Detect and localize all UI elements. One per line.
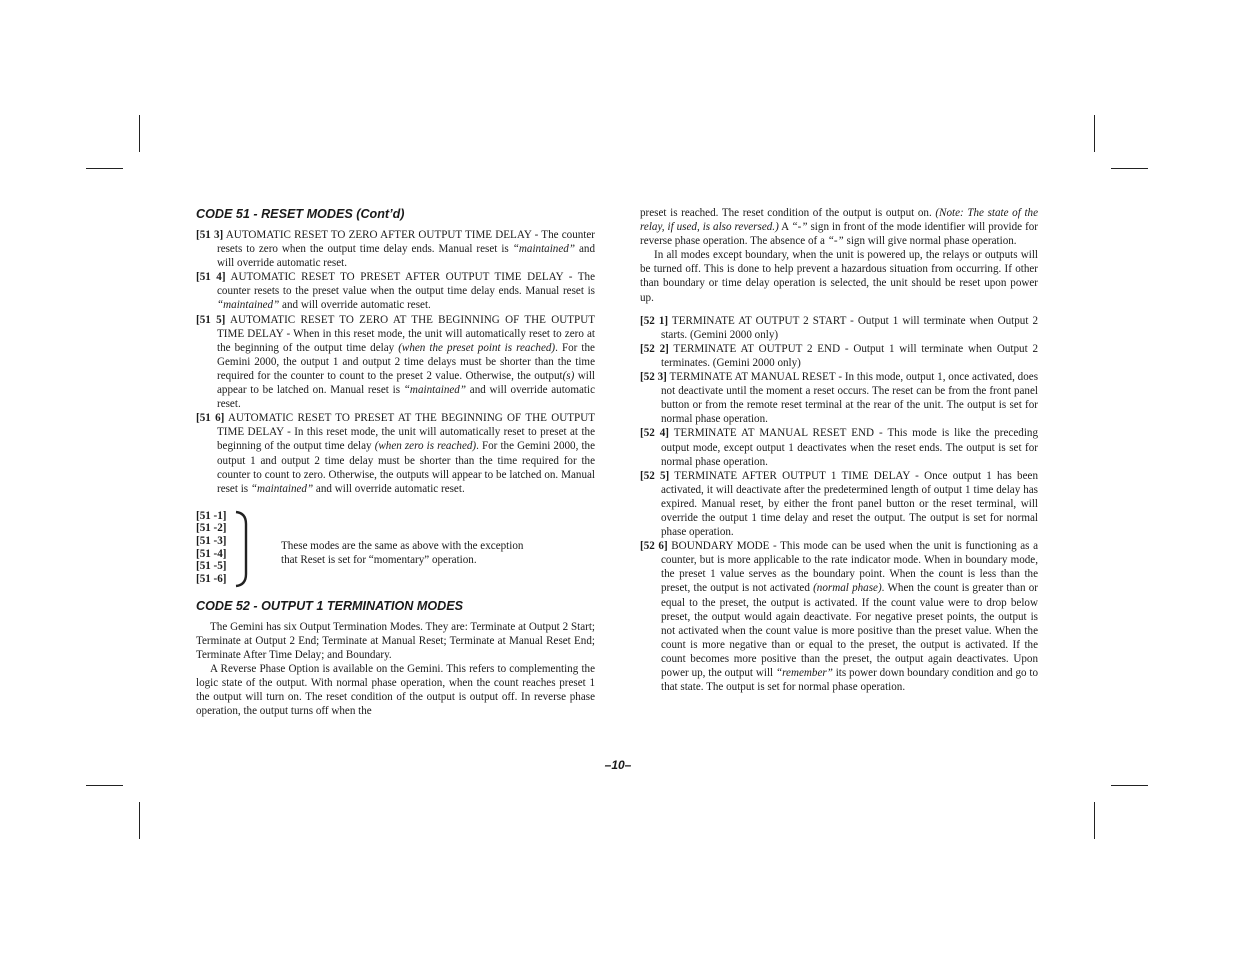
text-run: AUTOMATIC RESET TO ZERO AT THE BEGINNING OF THE OUTPUT TIME DELAY - When in this reset mode, the unit will automatically reset to zero at the beginning of the output time delay (217, 313, 595, 354)
text-run: AUTOMATIC RESET TO PRESET AFTER OUTPUT TIME DELAY - The counter resets to the preset value when the output time delay ends. Manual reset is (217, 271, 595, 298)
code52-entry-5 (640, 469, 1038, 539)
mode-code: [51 4] (196, 271, 226, 284)
text-run: and will override automatic reset. (217, 384, 595, 411)
left-column (196, 206, 595, 718)
text-run: its power down boundary condition and go to that state. The output is set for normal phase operation. (661, 667, 1039, 694)
text-run: and will override automatic reset. (313, 482, 465, 495)
text-run: TERMINATE AT MANUAL RESET - In this mode, output 1, once activated, does not deactivate until the moment a reset occurs. The reset can be from the front panel button or from the remote reset terminal at the rear of the unit. The output is set for normal phase operation. (661, 371, 1039, 426)
momentary-code: [51 -3] (196, 534, 227, 547)
code51-entry-4 (196, 270, 595, 312)
momentary-note-line: that Reset is set for “momentary” operation. (281, 553, 477, 566)
text-run: A (778, 221, 792, 234)
crop-mark-top-right-vertical (1094, 115, 1095, 152)
crop-mark-bottom-right-vertical (1094, 802, 1095, 839)
code52-entry-6 (640, 539, 1038, 694)
crop-mark-bottom-left-vertical (139, 802, 140, 839)
text-run: preset is reached. The reset condition of the output is output on. (640, 207, 936, 219)
momentary-code: [51 -2] (196, 522, 227, 535)
italic-text: “maintained” (403, 384, 467, 397)
power-up-paragraph: In all modes except boundary, when the unit is powered up, the relays or outputs will be turned off. This is done to help prevent a hazardous situation from occurring. If other than boundary or time delay operation is selected, the unit should be reset upon power up. (640, 249, 1038, 304)
text-run: BOUNDARY MODE - This mode can be used when the unit is functioning as a counter, but is more applicable to the rate indicator mode. When in boundary mode, the preset 1 value serves as the boundary point. When the count is less than the preset, the output is not activated (661, 540, 1039, 595)
code52-entry-1 (640, 314, 1038, 342)
text-run: AUTOMATIC RESET TO ZERO AFTER OUTPUT TIME DELAY - The counter resets to zero when the output time delay ends. Manual reset is (217, 229, 595, 256)
code51-entry-3 (196, 228, 595, 270)
text-run: will appear to be latched on. Manual reset is (217, 369, 595, 397)
code51-heading: CODE 51 - RESET MODES (Cont’d) (196, 207, 405, 221)
mode-code: [52 3] (640, 371, 667, 384)
text-run: sign will give normal phase operation. (843, 235, 1017, 248)
italic-text: “maintained” (217, 299, 280, 312)
italic-text: (when zero is reached) (374, 440, 477, 453)
crop-mark-top-left-horizontal (86, 168, 123, 169)
momentary-note (281, 539, 523, 567)
reverse-phase-paragraph: A Reverse Phase Option is available on the Gemini. This refers to complementing the logic state of the output. With normal phase operation, when the count reaches preset 1 the output will turn on. The reset condition of the output is output off. In reverse phase operation, the output turns off when the (196, 663, 595, 718)
text-run: TERMINATE AFTER OUTPUT 1 TIME DELAY - Once output 1 has been activated, it will deactivate after the predetermined length of output 1 time delay has expired. Manual reset, by either the front panel button or the reset terminal, will override the output 1 time delay and reset the output. The output is set for normal phase operation. (661, 469, 1038, 539)
code52-entry-2 (640, 342, 1038, 370)
crop-mark-bottom-left-horizontal (86, 785, 123, 786)
text-run: . For the Gemini 2000, the output 1 and output 2 time delay must be shorter than the time required for the counter to count to zero. Otherwise, the outputs will appear to be latched on. Manual reset is (217, 440, 595, 495)
momentary-modes-block (196, 510, 595, 588)
mode-code: [52 5] (640, 469, 670, 482)
crop-mark-top-left-vertical (139, 115, 140, 152)
italic-text: “-” (827, 235, 844, 248)
momentary-code: [51 -6] (196, 572, 227, 585)
code52-entry-4 (640, 426, 1038, 468)
spacer (640, 305, 1038, 314)
italic-text: (s) (562, 369, 575, 382)
mode-code: [51 6] (196, 412, 225, 425)
right-brace-bracket (232, 510, 252, 588)
italic-text: “maintained” (512, 243, 575, 256)
reverse-phase-continued-paragraph (640, 206, 1038, 248)
text-run: TERMINATE AT MANUAL RESET END - This mode is like the preceding output mode, except output 1 deactivates when the reset ends. The output is set for normal phase operation. (661, 427, 1038, 468)
italic-text: (when the preset point is reached) (398, 341, 556, 354)
text-run: . When the count is greater than or equal to the preset, the output is activated. If the count value were to drop below preset, the output would again deactivate. For negative preset points, the output is not activated when the count value is more positive than the preset value. When the count is more negative than or equal to the preset, the output is activated. If the count becomes more positive than the preset, the output again deactivates. Upon power up, the output will (661, 582, 1038, 679)
code52-intro-paragraph: The Gemini has six Output Termination Modes. They are: Terminate at Output 2 Start; Terminate at Output 2 End; Terminate at Manual Reset; Terminate at Manual Reset End; Terminate After Time Delay; and Boundary. (196, 620, 595, 661)
mode-code: [52 1] (640, 314, 669, 327)
momentary-code: [51 -4] (196, 547, 227, 560)
code51-entry-5 (196, 313, 595, 412)
text-run: TERMINATE AT OUTPUT 2 START - Output 1 will terminate when Output 2 starts. (Gemini 2000 only) (661, 314, 1039, 341)
crop-mark-bottom-right-horizontal (1111, 785, 1148, 786)
italic-text: “remember” (775, 667, 833, 679)
mode-code: [51 3] (196, 229, 224, 241)
italic-text: (normal phase) (813, 582, 882, 595)
momentary-code: [51 -1] (196, 509, 227, 522)
italic-text: “-” (791, 221, 808, 234)
text-run: AUTOMATIC RESET TO PRESET AT THE BEGINNING OF THE OUTPUT TIME DELAY - In this reset mode, the unit will automatically reset to preset at the beginning of the output time delay (217, 412, 595, 453)
code52-entries (640, 314, 1038, 695)
page-number: –10– (604, 758, 632, 772)
crop-mark-top-right-horizontal (1111, 168, 1148, 169)
italic-text: “maintained” (250, 482, 314, 495)
text-run: and will override automatic reset. (279, 299, 431, 312)
mode-code: [52 2] (640, 342, 669, 355)
right-column (640, 206, 1038, 694)
momentary-note-line: These modes are the same as above with the exception (281, 539, 524, 552)
text-run: sign in front of the mode identifier will provide for reverse phase operation. The absence of a (640, 221, 1038, 248)
code52-heading: CODE 52 - OUTPUT 1 TERMINATION MODES (196, 598, 464, 613)
italic-text: (Note: The state of the relay, if used, is also reversed.) (640, 207, 1038, 234)
momentary-code: [51 -5] (196, 560, 227, 573)
code52-entry-3 (640, 370, 1038, 426)
mode-code: [52 4] (640, 427, 669, 440)
text-run: and will override automatic reset. (217, 243, 595, 270)
code51-entry-6 (196, 411, 595, 496)
mode-code: [51 5] (196, 313, 226, 326)
mode-code: [52 6] (640, 540, 668, 553)
text-run: TERMINATE AT OUTPUT 2 END - Output 1 will terminate when Output 2 terminates. (Gemini 2000 only) (661, 342, 1038, 369)
code51-entries (196, 228, 595, 496)
momentary-code-list (196, 510, 227, 586)
text-run: . For the Gemini 2000, the output 1 and output 2 time delays must be shorter than the time required for the counter to count to the preset 2 value. Otherwise, the output (217, 341, 595, 382)
